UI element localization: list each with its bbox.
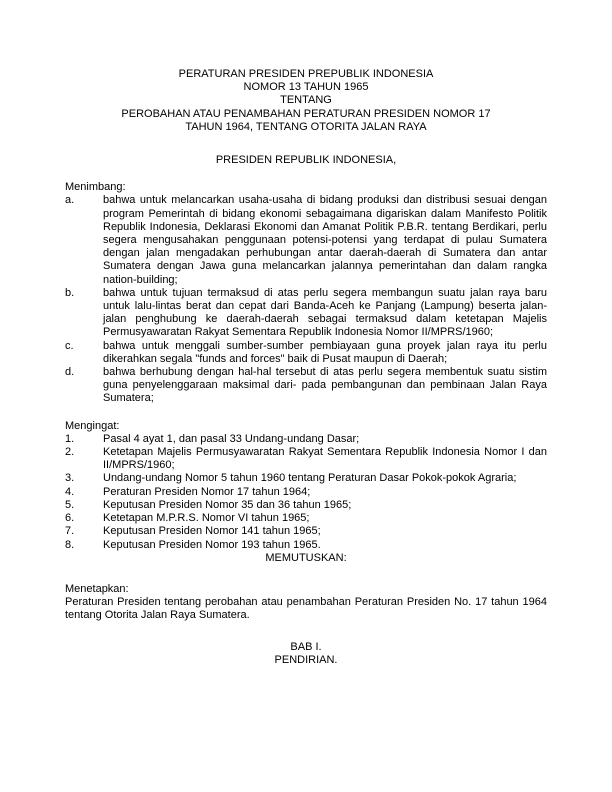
item-label: 1. [65, 432, 75, 445]
mengingat-item-4 [65, 486, 547, 499]
item-label: 2. [65, 446, 75, 459]
mengingat-heading: Mengingat: [65, 419, 120, 432]
item-text: Peraturan Presiden Nomor 17 tahun 1964; [103, 485, 311, 498]
item-label: 8. [65, 538, 75, 551]
item-label: 6. [65, 512, 75, 525]
title-line-5: TAHUN 1964, TENTANG OTORITA JALAN RAYA [185, 120, 427, 133]
item-text: Keputusan Presiden Nomor 141 tahun 1965; [103, 525, 321, 538]
memutuskan-line: MEMUTUSKAN: [265, 551, 347, 564]
item-text: Undang-undang Nomor 5 tahun 1960 tentang Peraturan Dasar Pokok-pokok Agraria; [103, 472, 517, 485]
chapter-number: BAB I. [290, 640, 322, 653]
title-line-4: PEROBAHAN ATAU PENAMBAHAN PERATURAN PRESIDEN NOMOR 17 [121, 107, 491, 120]
mengingat-item-8 [65, 539, 547, 552]
menetapkan-text: Peraturan Presiden tentang perobahan atau penambahan Peraturan Presiden No. 17 tahun 1964 tentang Otorita Jalan Raya Sumatera. [65, 596, 547, 622]
item-text: bahwa untuk menggali sumber-sumber pembiayaan guna proyek jalan raya itu perlu dikerahkan segala "funds and forces" baik di Pusat maupun di Daerah; [103, 339, 547, 365]
mengingat-item-3 [65, 472, 547, 485]
mengingat-item-6 [65, 512, 547, 525]
title-line-2: NOMOR 13 TAHUN 1965 [243, 81, 369, 94]
menimbang-item-b [65, 287, 547, 340]
item-label: 3. [65, 472, 75, 485]
menimbang-item-c [65, 340, 547, 366]
item-label: 7. [65, 525, 75, 538]
mengingat-item-7 [65, 525, 547, 538]
item-label: d. [65, 366, 75, 379]
mengingat-item-2 [65, 446, 547, 472]
chapter-title: PENDIRIAN. [274, 653, 338, 666]
item-text: bahwa berhubung dengan hal-hal tersebut di atas perlu segera membentuk suatu sistim guna penyelenggaraan maksimal dari- pada pembangunan dan pembinaan Jalan Raya Sumatera; [103, 366, 547, 405]
menimbang-item-a [65, 194, 547, 286]
item-label: b. [65, 286, 75, 299]
item-label: a. [65, 194, 75, 207]
title-line-1: PERATURAN PRESIDEN PREPUBLIK INDONESIA [178, 68, 434, 80]
item-text: bahwa untuk melancarkan usaha-usaha di bidang produksi dan distribusi sesuai dengan program Pemerintah di bidang ekonomi sebagaimana digariskan dalam Manifesto Politik Republik Indonesia, Deklarasi Ekonomi dan Amanat Politik P.B.R. tentang Berdikari, perlu segera mengusahakan penggunaan potensi-potensi yang terdapat di pulau Sumatera dengan jalan mengadakan perhubungan antar daerah-daerah di Sumatera dan antar Sumatera dengan Jawa guna melancarkan jalannya pemerintahan dan dalam rangka nation-building; [103, 194, 547, 286]
title-line-3: TENTANG [280, 94, 332, 107]
item-text: Ketetapan M.P.R.S. Nomor VI tahun 1965; [103, 512, 310, 525]
mengingat-item-5 [65, 499, 547, 512]
issuer-line: PRESIDEN REPUBLIK INDONESIA, [215, 154, 397, 167]
item-label: c. [65, 339, 74, 352]
item-text: bahwa untuk tujuan termaksud di atas perlu segera membangun suatu jalan raya baru untuk lalu-lintas berat dan cepat dari Banda-Aceh ke Panjang (Lampung) beserta jalan-jalan penghubung ke daerah-daerah sebagai termaksud dalam ketetapan Majelis Permusyawaratan Rakyat Sementara Republik Indonesia Nomor II/MPRS/1960; [103, 286, 547, 339]
menimbang-item-d [65, 366, 547, 406]
item-label: 5. [65, 498, 75, 511]
item-text: Keputusan Presiden Nomor 193 tahun 1965. [103, 538, 321, 551]
item-text: Keputusan Presiden Nomor 35 dan 36 tahun 1965; [103, 498, 352, 511]
item-text: Pasal 4 ayat 1, dan pasal 33 Undang-undang Dasar; [103, 432, 360, 445]
menimbang-heading: Menimbang: [65, 181, 126, 194]
menetapkan-heading: Menetapkan: [65, 582, 129, 595]
document-title-block [65, 68, 547, 134]
item-text: Ketetapan Majelis Permusyawaratan Rakyat Sementara Republik Indonesia Nomor I dan II/MPRS/1960; [103, 446, 547, 472]
mengingat-item-1 [65, 433, 547, 446]
item-label: 4. [65, 485, 75, 498]
